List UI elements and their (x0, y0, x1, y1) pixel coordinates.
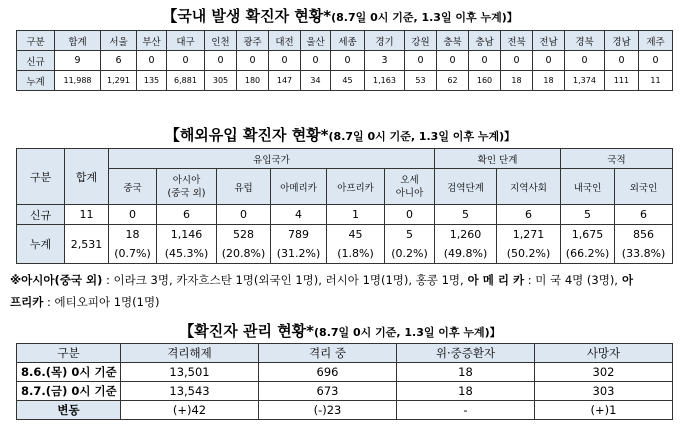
table-cell: 0 (565, 51, 605, 71)
table-cell: 4 (271, 205, 327, 225)
header-cell: 구분 (17, 31, 55, 51)
header-line: 오세 (400, 174, 419, 186)
table-cell: 11,988 (55, 71, 101, 91)
table-cell: 1,260 (435, 225, 497, 245)
note-label-africa-2: 프리카 (10, 295, 44, 309)
header-cell: 중국 (109, 169, 157, 205)
table-cell: 673 (259, 382, 397, 401)
table-cell: 1,146 (157, 225, 217, 245)
note-text-africa: : 에티오피아 1명(1명) (43, 295, 160, 309)
table-cell: 13,543 (121, 382, 259, 401)
header-cell: 광주 (237, 31, 269, 51)
header-cell: 아메리카 (271, 169, 327, 205)
header-cell: 합계 (65, 149, 109, 205)
table-cell: 0 (237, 51, 269, 71)
table-cell: 13,501 (121, 363, 259, 382)
header-cell: 위·중증환자 (397, 344, 535, 363)
overseas-title-main: 【해외유입 확진자 현황* (164, 126, 329, 144)
table-cell: 302 (535, 363, 673, 382)
header-cell: 외국인 (615, 169, 673, 205)
table-cell: 111 (605, 71, 639, 91)
header-cell: 검역단계 (435, 169, 497, 205)
note-text-america: : 미 국 4명 (3명), (524, 273, 618, 287)
domestic-row-cumulative (17, 71, 673, 91)
overseas-title-sub: (8.7일 0시 기준, 1.3일 이후 누계)】 (328, 130, 516, 143)
table-cell: 305 (205, 71, 237, 91)
header-cell: 지역사회 (497, 169, 561, 205)
header-cell: 구분 (17, 344, 121, 363)
table-cell: 0 (205, 51, 237, 71)
table-cell: 0 (469, 51, 501, 71)
header-cell: 서울 (101, 31, 137, 51)
table-cell: 11 (65, 205, 109, 225)
table-cell: 62 (437, 71, 469, 91)
table-cell: 6 (615, 205, 673, 225)
table-cell: 0 (501, 51, 533, 71)
table-cell: 5 (435, 205, 497, 225)
header-cell: 격리 중 (259, 344, 397, 363)
table-cell: (31.2%) (271, 244, 327, 264)
table-cell: 180 (237, 71, 269, 91)
table-cell: 1 (327, 205, 385, 225)
domestic-title-sub: (8.7일 0시 기준, 1.3일 이후 누계)】 (331, 11, 518, 24)
table-cell: 0 (605, 51, 639, 71)
table-cell: 18 (109, 225, 157, 245)
table-cell: 45 (331, 71, 365, 91)
table-cell: 0 (137, 51, 167, 71)
header-cell: 충북 (437, 31, 469, 51)
table-cell: (33.8%) (615, 244, 673, 264)
table-cell: 0 (109, 205, 157, 225)
table-cell: 0 (437, 51, 469, 71)
table-cell: (66.2%) (561, 244, 615, 264)
overseas-subheader-row (17, 169, 673, 205)
header-cell: 경북 (565, 31, 605, 51)
header-cell: 경기 (365, 31, 405, 51)
table-cell: 147 (269, 71, 301, 91)
table-cell: 160 (469, 71, 501, 91)
header-cell: 유럽 (217, 169, 271, 205)
table-cell: 3 (365, 51, 405, 71)
header-cell: 구분 (17, 149, 65, 205)
note-text-asia: : 이라크 3명, 카자흐스탄 1명(외국인 1명), 러시아 1명(1명), 홍콩 1명, (102, 273, 464, 287)
group-header-origin: 유입국가 (109, 149, 435, 169)
header-cell: 경남 (605, 31, 639, 51)
row-label: 신규 (17, 205, 65, 225)
note-label-america: 아 메 리 카 (463, 273, 525, 287)
domestic-row-new (17, 51, 673, 71)
management-row-0807 (17, 382, 673, 401)
table-cell: 0 (331, 51, 365, 71)
table-cell: 18 (397, 363, 535, 382)
table-cell: 18 (501, 71, 533, 91)
header-cell: 전북 (501, 31, 533, 51)
management-table (16, 343, 673, 420)
management-row-0806 (17, 363, 673, 382)
table-cell: 1,163 (365, 71, 405, 91)
header-cell: 충남 (469, 31, 501, 51)
table-cell: 11 (639, 71, 673, 91)
table-cell: 9 (55, 51, 101, 71)
domestic-header-row (17, 31, 673, 51)
table-cell: 2,531 (65, 225, 109, 264)
table-cell: 1,675 (561, 225, 615, 245)
table-cell: (0.2%) (385, 244, 435, 264)
note-label-africa-1: 아 (617, 273, 634, 287)
table-cell: 5 (385, 225, 435, 245)
table-cell: 0 (385, 205, 435, 225)
table-cell: (-)23 (259, 401, 397, 420)
table-cell: (1.8%) (327, 244, 385, 264)
header-line: 아시아 (172, 174, 201, 186)
overseas-group-row (17, 149, 673, 169)
table-cell: (49.8%) (435, 244, 497, 264)
header-cell: 대구 (167, 31, 205, 51)
management-header-row (17, 344, 673, 363)
table-cell: 0 (217, 205, 271, 225)
header-line: (중국 외) (167, 187, 206, 199)
row-label: 신규 (17, 51, 55, 71)
overseas-row-new (17, 205, 673, 225)
header-line: 아니아 (395, 187, 424, 199)
header-cell (385, 169, 435, 205)
table-cell: 6 (101, 51, 137, 71)
row-label: 8.7.(금) 0시 기준 (17, 382, 121, 401)
domestic-table (16, 30, 673, 91)
overseas-row-percent (17, 244, 673, 264)
table-cell: (20.8%) (217, 244, 271, 264)
table-cell: (+)1 (535, 401, 673, 420)
management-title-sub: (8.7일 0시 기준, 1.3일 이후 누계)】 (314, 326, 501, 339)
row-label: 누계 (17, 71, 55, 91)
header-cell: 세종 (331, 31, 365, 51)
table-cell: 6 (497, 205, 561, 225)
table-cell: 528 (217, 225, 271, 245)
table-cell: 6,881 (167, 71, 205, 91)
header-cell: 부산 (137, 31, 167, 51)
table-cell: 0 (269, 51, 301, 71)
header-cell: 대전 (269, 31, 301, 51)
table-cell: 303 (535, 382, 673, 401)
overseas-title (0, 124, 680, 145)
table-cell: 1,374 (565, 71, 605, 91)
row-label: 8.6.(목) 0시 기준 (17, 363, 121, 382)
row-label: 누계 (17, 225, 65, 264)
header-cell: 강원 (405, 31, 437, 51)
table-cell: 53 (405, 71, 437, 91)
table-cell: 0 (405, 51, 437, 71)
header-cell: 전남 (533, 31, 565, 51)
header-cell (157, 169, 217, 205)
header-cell: 합계 (55, 31, 101, 51)
table-cell: 0 (167, 51, 205, 71)
row-label: 변동 (17, 401, 121, 420)
table-cell: 696 (259, 363, 397, 382)
table-cell: 789 (271, 225, 327, 245)
header-cell: 사망자 (535, 344, 673, 363)
overseas-row-cumulative (17, 225, 673, 245)
table-cell: 856 (615, 225, 673, 245)
table-cell: 135 (137, 71, 167, 91)
table-cell: 0 (639, 51, 673, 71)
domestic-title (0, 5, 680, 26)
overseas-table (16, 148, 673, 264)
table-cell: 18 (397, 382, 535, 401)
domestic-title-main: 【국내 발생 확진자 현황* (162, 7, 332, 25)
header-cell: 제주 (639, 31, 673, 51)
table-cell: 6 (157, 205, 217, 225)
table-cell: (45.3%) (157, 244, 217, 264)
table-cell: - (397, 401, 535, 420)
table-cell: 0 (301, 51, 331, 71)
table-cell: 0 (533, 51, 565, 71)
table-cell: 1,271 (497, 225, 561, 245)
table-cell: (50.2%) (497, 244, 561, 264)
table-cell: 34 (301, 71, 331, 91)
management-title-main: 【확진자 관리 현황* (179, 322, 315, 340)
table-cell: 5 (561, 205, 615, 225)
table-cell: 1,291 (101, 71, 137, 91)
footnote (10, 269, 675, 313)
note-label-asia: ※아시아(중국 외) (10, 273, 103, 287)
table-cell: 45 (327, 225, 385, 245)
group-header-stage: 확인 단계 (435, 149, 561, 169)
header-cell: 울산 (301, 31, 331, 51)
management-title (0, 320, 680, 341)
group-header-nationality: 국적 (561, 149, 673, 169)
table-cell: (+)42 (121, 401, 259, 420)
table-cell: (0.7%) (109, 244, 157, 264)
header-cell: 아프리카 (327, 169, 385, 205)
header-cell: 내국인 (561, 169, 615, 205)
table-cell: 18 (533, 71, 565, 91)
management-row-change (17, 401, 673, 420)
header-cell: 인천 (205, 31, 237, 51)
header-cell: 격리해제 (121, 344, 259, 363)
